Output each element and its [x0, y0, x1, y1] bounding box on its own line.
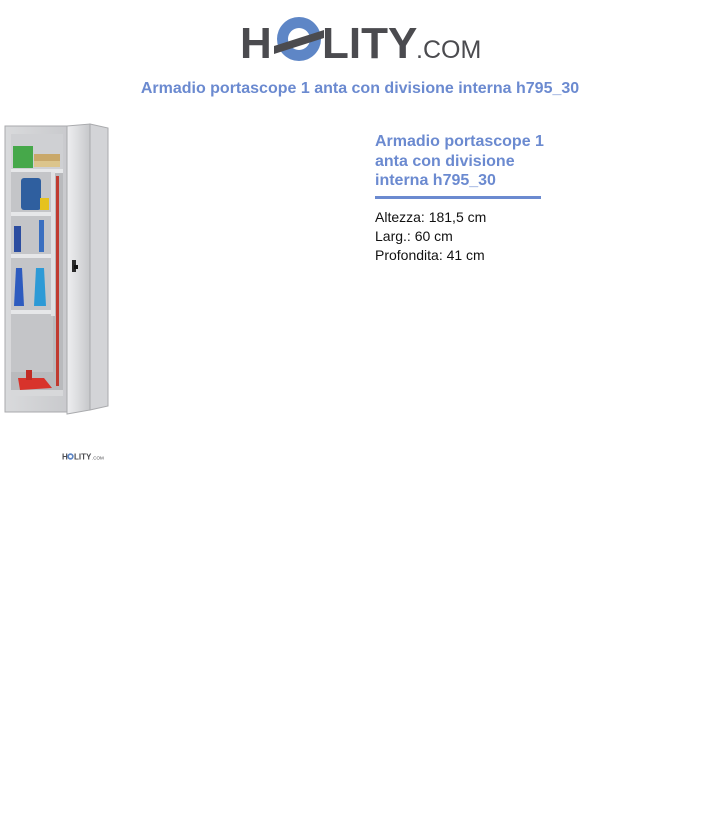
- spec-height: Altezza: 181,5 cm: [375, 208, 487, 225]
- holity-small-logo: [62, 452, 104, 462]
- spec-list: [375, 208, 575, 265]
- holity-logo: [240, 12, 482, 68]
- title-underline: [375, 196, 541, 199]
- spec-width: Larg.: 60 cm: [375, 227, 453, 244]
- svg-text:H: H: [240, 19, 272, 68]
- page-title: Armadio portascope 1 anta con divisione interna h795_30: [140, 80, 580, 97]
- svg-text:LITY: LITY: [74, 452, 92, 462]
- product-image: [4, 122, 110, 414]
- svg-text:.COM: .COM: [416, 36, 482, 64]
- product-name: Armadio portascope 1 anta con divisione interna h795_30: [375, 133, 544, 189]
- svg-text:H: H: [62, 452, 68, 462]
- svg-text:.COM: .COM: [92, 455, 104, 461]
- product-details: [375, 132, 575, 265]
- svg-text:LITY: LITY: [322, 19, 418, 68]
- spec-depth: Profondita: 41 cm: [375, 246, 485, 263]
